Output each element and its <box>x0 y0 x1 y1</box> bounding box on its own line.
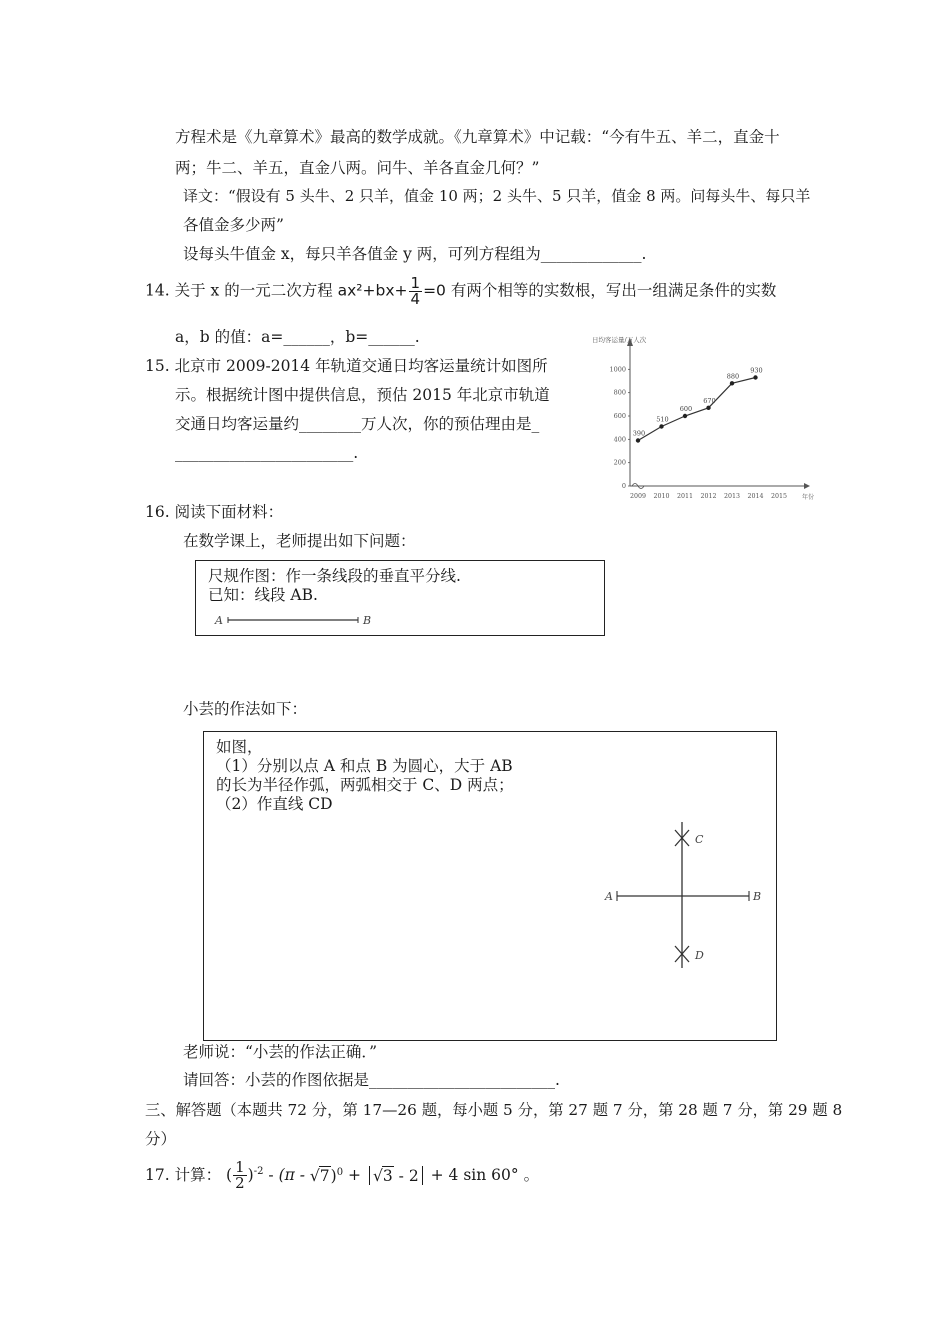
q17-line: 17. 计算： ( $\frac{1}{2}$ )$^{-2}$ - (π - √7)$^0$ + √3 - 2 + 4 sin 60° 。 <box>145 1158 540 1192</box>
q13-line2: 两；牛二、羊五，直金八两。问牛、羊各直金几何？” <box>175 159 540 177</box>
q16-number: 16. <box>145 503 170 521</box>
q17-sqrt7: 7 <box>319 1166 330 1185</box>
data-label: 930 <box>750 366 763 375</box>
x-tick-label: 2015 <box>770 493 788 500</box>
q13-line3: 译文：“假设有 5 头牛、2 只羊，值金 10 两；2 头牛、5 只羊，值金 8 两。问每头牛、每只羊 <box>183 187 811 205</box>
q13-line1: 方程术是《九章算术》最高的数学成就。《九章算术》中记载：“今有牛五、羊二，直金十 <box>175 128 780 146</box>
data-label: 600 <box>679 405 693 413</box>
method-line1: 如图， <box>216 738 263 756</box>
method-box <box>203 731 777 1041</box>
data-point <box>706 406 710 410</box>
q16-title-line <box>145 503 283 522</box>
x-tick-label: 2009 <box>629 493 647 500</box>
q17-frac-den: 2 <box>235 1174 245 1192</box>
q14-eq-right: =0 <box>423 281 446 300</box>
perpendicular-bisector-figure <box>589 800 789 1000</box>
q17-exp-neg2: -2 <box>253 1166 264 1178</box>
q14-suffix: 有两个相等的实数根，写出一组满足条件的实数 <box>450 281 777 300</box>
y-tick-label: 400 <box>613 435 626 444</box>
data-point <box>659 424 663 428</box>
method-line2: （1）分别以点 A 和点 B 为圆心，大于 AB <box>216 757 513 775</box>
segment-ab-figure <box>212 609 412 633</box>
q15-text1: 北京市 2009-2014 年轨道交通日均客运量统计如图所 <box>174 357 548 375</box>
q17-plus1: + <box>348 1166 362 1185</box>
x-tick-label: 2014 <box>747 493 764 500</box>
q16-title: 阅读下面材料： <box>174 503 284 521</box>
ridership-line-chart <box>588 330 818 505</box>
data-point <box>753 375 757 379</box>
q17-sqrt3: 3 <box>382 1166 393 1185</box>
data-label: 510 <box>656 415 669 424</box>
q17-half <box>233 1160 247 1191</box>
q17-minus1: - <box>268 1166 274 1185</box>
q15-line3: 交通日均客运量约________万人次，你的预估理由是_ <box>175 415 540 433</box>
q14-prefix: 关于 x 的一元二次方程 <box>174 281 333 300</box>
y-axis-label: 日均客运量/万人次 <box>592 336 647 344</box>
data-label: 390 <box>632 429 646 438</box>
q17-frac-num: 1 <box>235 1158 245 1176</box>
method-line4: （2）作直线 CD <box>216 795 333 813</box>
y-tick-label: 1000 <box>609 365 626 374</box>
q14-eq-left: ax²+bx+ <box>337 281 408 300</box>
q17-minus2: - 2 <box>398 1166 419 1185</box>
q17-label: 17. 计算： <box>145 1166 222 1185</box>
x-tick-label: 2011 <box>676 493 694 500</box>
q15-line1 <box>145 357 548 376</box>
q14-line2: a，b 的值：a=______，b=______. <box>175 328 420 346</box>
fig-point-b: B <box>753 890 762 903</box>
q15-line2: 示。根据统计图中提供信息，预估 2015 年北京市轨道 <box>175 386 550 404</box>
data-point <box>636 438 640 442</box>
fig-point-a: A <box>605 890 613 903</box>
q14-line1 <box>145 276 776 307</box>
y-tick-label: 800 <box>613 388 626 397</box>
y-tick-label: 0 <box>621 482 626 490</box>
data-point <box>683 414 687 418</box>
y-tick-label: 600 <box>613 412 626 420</box>
problem-box-line2: 已知：线段 AB. <box>208 586 318 604</box>
problem-box-line1: 尺规作图：作一条线段的垂直平分线. <box>208 567 461 585</box>
data-label: 880 <box>726 372 740 381</box>
section3-header-cont: 分） <box>145 1130 177 1148</box>
q15-number: 15. <box>145 357 170 375</box>
q17-pi: (π - <box>278 1166 310 1185</box>
x-axis-label: 年份 <box>802 494 815 501</box>
x-axis-arrow <box>804 483 810 489</box>
q15-line4: _______________________. <box>175 444 359 462</box>
series-line <box>638 378 756 441</box>
q13-line5: 设每头牛值金 x，每只羊各值金 y 两，可列方程组为_____________. <box>183 245 647 263</box>
q14-frac-den: 4 <box>410 290 421 308</box>
problem-box <box>195 560 605 636</box>
y-tick-label: 200 <box>613 458 626 467</box>
fig-point-d: D <box>695 949 704 962</box>
x-tick-label: 2012 <box>700 493 717 500</box>
data-label: 670 <box>703 396 716 405</box>
teacher-comment: 老师说：“小芸的作法正确．” <box>183 1043 378 1061</box>
method-intro: 小芸的作法如下： <box>183 700 308 718</box>
q17-plus2: + 4 sin 60° <box>430 1166 519 1185</box>
x-tick-label: 2010 <box>653 493 670 500</box>
q17-exp-0: 0 <box>336 1166 344 1178</box>
q14-fraction <box>409 276 423 307</box>
q16-intro: 在数学课上，老师提出如下问题： <box>183 532 416 550</box>
q16-answer: 请回答：小芸的作图依据是________________________. <box>183 1071 560 1089</box>
x-tick-label: 2013 <box>723 493 741 500</box>
point-b-label: B <box>363 614 372 627</box>
method-line3: 的长为半径作弧，两弧相交于 C、D 两点； <box>216 776 514 794</box>
q14-frac-num: 1 <box>410 274 421 292</box>
fig-point-c: C <box>695 833 704 846</box>
point-a-label: A <box>215 614 223 627</box>
q17-abs: √3 - 2 <box>369 1166 423 1186</box>
q13-line4: 各值金多少两” <box>183 216 284 234</box>
data-point <box>730 381 734 385</box>
q14-number: 14. <box>145 281 170 300</box>
section3-header: 三、解答题（本题共 72 分，第 17—26 题，每小题 5 分，第 27 题 7 分，第 28 题 7 分，第 29 题 8 <box>145 1101 843 1119</box>
q17-end: 。 <box>523 1166 540 1185</box>
